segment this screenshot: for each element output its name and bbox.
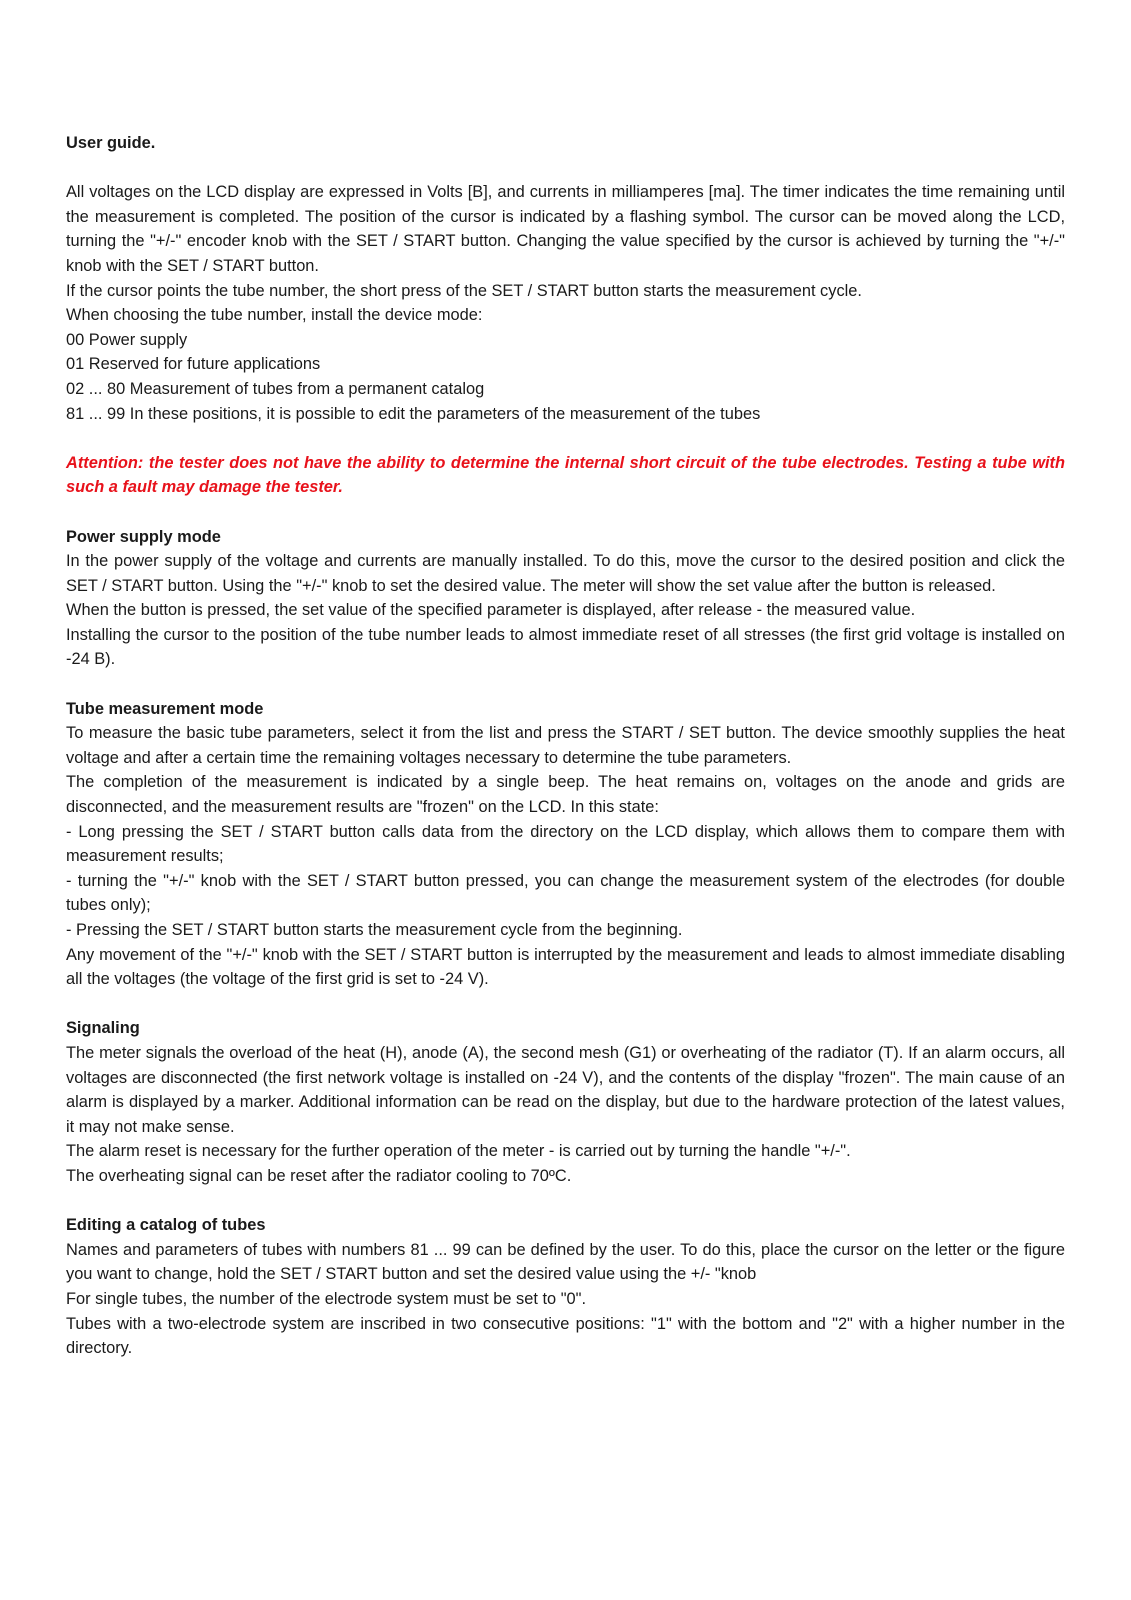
mode-list-item: 01 Reserved for future applications [66, 355, 321, 374]
section-heading-signaling: Signaling [66, 1019, 140, 1038]
spacer [66, 1189, 1065, 1214]
section-paragraph: - Long pressing the SET / START button calls data from the directory on the LCD display, which allows them to compare them with measurement results; [66, 822, 1065, 866]
mode-list-item: 02 ... 80 Measurement of tubes from a permanent catalog [66, 379, 485, 398]
section-paragraph: - turning the "+/-" knob with the SET / START button pressed, you can change the measurement system of the electrodes (for double tubes only); [66, 871, 1065, 915]
section-heading-editing-catalog: Editing a catalog of tubes [66, 1216, 266, 1235]
intro-paragraph-1: All voltages on the LCD display are expressed in Volts [B], and currents in milliamperes [ma]. The timer indicates the time remaining until the measurement is completed. The position of the cursor is indicated by a flashing symbol. The cursor can be moved along the LCD, turning the "+/-" encoder knob with the SET / START button. Changing the value specified by the cursor is achieved by turning the "+/-" knob with the SET / START button. [66, 183, 1065, 275]
section-paragraph: In the power supply of the voltage and currents are manually installed. To do this, move the cursor to the desired position and click the SET / START button. Using the "+/-" knob to set the desired value. The meter will show the set value after the button is released. [66, 552, 1065, 595]
section-paragraph: Tubes with a two-electrode system are inscribed in two consecutive positions: "1" with the bottom and "2" with a higher number in the directory. [66, 1314, 1065, 1358]
spacer [66, 426, 1065, 451]
intro-paragraph-3: When choosing the tube number, install the device mode: [66, 306, 483, 325]
section-paragraph: Names and parameters of tubes with numbers 81 ... 99 can be defined by the user. To do this, place the cursor on the letter or the figure you want to change, hold the SET / START button and set the desired value using the +/- "knob [66, 1240, 1065, 1284]
attention-warning: Attention: the tester does not have the ability to determine the internal short circuit of the tube electrodes. Testing a tube with such a fault may damage the tester. [66, 453, 1065, 497]
spacer [66, 156, 1065, 181]
section-paragraph: The alarm reset is necessary for the further operation of the meter - is carried out by turning the handle "+/-". [66, 1142, 851, 1161]
section-heading-power-supply: Power supply mode [66, 527, 221, 546]
intro-paragraph-2: If the cursor points the tube number, the short press of the SET / START button starts the measurement cycle. [66, 281, 862, 300]
section-paragraph: The meter signals the overload of the heat (H), anode (A), the second mesh (G1) or overheating of the radiator (T). If an alarm occurs, all voltages are disconnected (the first network voltage is installed on -24 V), and the contents of the display "frozen". The main cause of an alarm is displayed by a marker. Additional information can be read on the display, but due to the hardware protection of the latest values, it may not make sense. [66, 1043, 1065, 1136]
section-paragraph: Installing the cursor to the position of the tube number leads to almost immediate reset of all stresses (the first grid voltage is installed on -24 B). [66, 625, 1065, 669]
section-paragraph: The overheating signal can be reset after the radiator cooling to 70ºC. [66, 1166, 572, 1185]
section-heading-tube-measurement: Tube measurement mode [66, 699, 264, 718]
document-page [66, 131, 1065, 1361]
section-paragraph: - Pressing the SET / START button starts the measurement cycle from the beginning. [66, 921, 683, 939]
page-title: User guide. [66, 134, 156, 152]
spacer [66, 500, 1065, 525]
mode-list-item: 81 ... 99 In these positions, it is possible to edit the parameters of the measurement of the tubes [66, 404, 761, 423]
spacer [66, 992, 1065, 1017]
section-paragraph: For single tubes, the number of the electrode system must be set to "0". [66, 1289, 587, 1308]
mode-list-item: 00 Power supply [66, 330, 188, 349]
spacer [66, 672, 1065, 697]
section-paragraph: To measure the basic tube parameters, select it from the list and press the START / SET button. The device smoothly supplies the heat voltage and after a certain time the remaining voltages necessary to determine the tube parameters. [66, 724, 1065, 767]
section-paragraph: The completion of the measurement is indicated by a single beep. The heat remains on, voltages on the anode and grids are disconnected, and the measurement results are "frozen" on the LCD. In this state: [66, 773, 1065, 817]
section-paragraph: Any movement of the "+/-" knob with the SET / START button is interrupted by the measurement and leads to almost immediate disabling all the voltages (the voltage of the first grid is set to -24 V). [66, 945, 1065, 989]
section-paragraph: When the button is pressed, the set value of the specified parameter is displayed, after release - the measured value. [66, 601, 916, 620]
